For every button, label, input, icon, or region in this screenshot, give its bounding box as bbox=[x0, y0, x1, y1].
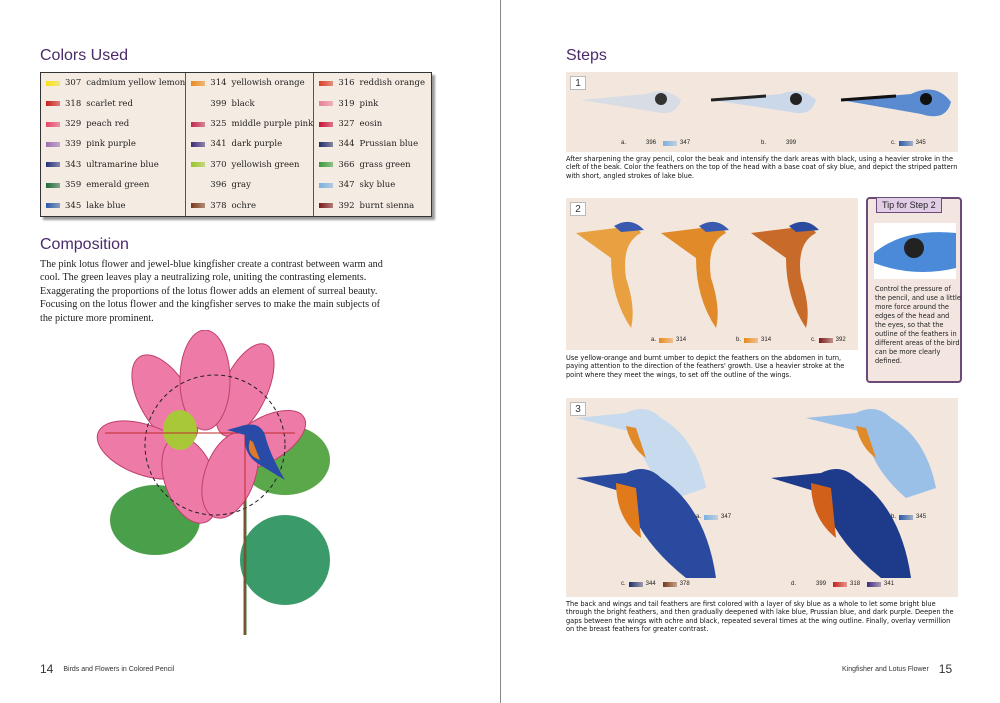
color-label: 366 bbox=[338, 159, 355, 170]
swatch-code: 344 bbox=[645, 581, 656, 587]
color-swatch bbox=[191, 203, 205, 208]
swatch-label-b bbox=[761, 140, 800, 146]
step1-panel bbox=[566, 72, 958, 152]
color-swatch bbox=[704, 515, 718, 520]
color-entry bbox=[41, 134, 185, 154]
swatch-label-c bbox=[621, 581, 694, 587]
tip-box bbox=[866, 197, 962, 383]
color-label: 327 bbox=[338, 119, 355, 130]
color-label: 378 bbox=[210, 200, 227, 211]
color-entry bbox=[186, 196, 313, 216]
colors-used-heading: Colors Used bbox=[40, 47, 129, 64]
color-entry bbox=[186, 73, 313, 93]
color-entry bbox=[41, 114, 185, 134]
swatch-code: 347 bbox=[721, 514, 732, 520]
color-entry bbox=[186, 175, 313, 195]
color-swatch bbox=[629, 141, 643, 146]
color-label: 329 bbox=[65, 119, 82, 130]
step-number: 3 bbox=[570, 402, 586, 416]
step1-text: After sharpening the gray pencil, color the beak and intensify the dark areas with black, using a heavier stroke in the cleft of the beak. Color the feathers on the top of the head with a base coat of sky blue, and depict the striped pattern with short, angled strokes of lake blue. bbox=[566, 155, 958, 180]
color-swatch bbox=[799, 582, 813, 587]
swatch-label-d bbox=[791, 581, 898, 587]
color-swatch bbox=[46, 122, 60, 127]
color-swatch bbox=[191, 81, 205, 86]
color-name: sky blue bbox=[359, 180, 396, 191]
running-title: Birds and Flowers in Colored Pencil bbox=[63, 665, 175, 673]
step-number: 1 bbox=[570, 76, 586, 90]
color-entry bbox=[41, 196, 185, 216]
color-name: reddish orange bbox=[359, 78, 425, 89]
swatch-code: 345 bbox=[916, 514, 927, 520]
color-name: burnt sienna bbox=[359, 200, 415, 211]
color-swatch bbox=[819, 338, 833, 343]
colors-column bbox=[41, 73, 186, 216]
color-swatch bbox=[319, 183, 333, 188]
color-name: yellowish green bbox=[231, 159, 300, 170]
color-swatch bbox=[319, 81, 333, 86]
right-footer bbox=[842, 662, 952, 676]
color-name: grass green bbox=[359, 159, 411, 170]
color-swatch bbox=[833, 582, 847, 587]
color-swatch bbox=[319, 101, 333, 106]
swatch-code: 314 bbox=[676, 337, 687, 343]
color-swatch bbox=[191, 183, 205, 188]
color-label: 359 bbox=[65, 180, 82, 191]
colors-column bbox=[314, 73, 431, 216]
step2-text: Use yellow-orange and burnt umber to depict the feathers on the abdomen in turn, paying attention to the direction of the feathers' growth. Use a heavier stroke at the point where they meet the wings, to set off the outline of the wings. bbox=[566, 354, 845, 379]
color-swatch bbox=[319, 162, 333, 167]
swatch-label-a bbox=[651, 337, 690, 343]
swatch-label-b bbox=[891, 514, 930, 520]
color-swatch bbox=[191, 101, 205, 106]
swatch-label-c bbox=[811, 337, 850, 343]
color-name: emerald green bbox=[86, 180, 150, 191]
color-name: gray bbox=[231, 180, 251, 191]
color-swatch bbox=[744, 338, 758, 343]
swatch-code: 399 bbox=[786, 140, 797, 146]
swatch-label-a bbox=[621, 140, 694, 146]
swatch-code: 378 bbox=[679, 581, 690, 587]
color-name: pink bbox=[359, 98, 379, 109]
swatch-letter: c. bbox=[621, 581, 626, 587]
kingfisher-body-sketches bbox=[566, 198, 858, 350]
swatch-code: 318 bbox=[850, 581, 861, 587]
swatch-letter: b. bbox=[761, 140, 767, 146]
color-label: 318 bbox=[65, 98, 82, 109]
color-label: 396 bbox=[210, 180, 227, 191]
color-label: 341 bbox=[210, 139, 227, 150]
color-entry bbox=[314, 155, 431, 175]
color-name: yellowish orange bbox=[231, 78, 305, 89]
swatch-code: 396 bbox=[646, 140, 657, 146]
step3-text: The back and wings and tail feathers are first colored with a layer of sky blue as a whole to let some bright blue through the bright feathers, and then gradually deepened with lake blue, Prussian blue, and dark purple. Deepen the gaps between the wings with ochre and black, repeated several times at the wing outline. Finally, overlay vermillion on the breast feathers for greater contrast. bbox=[566, 600, 954, 634]
tip-eye-closeup bbox=[874, 223, 956, 279]
color-entry bbox=[41, 93, 185, 113]
swatch-code: 345 bbox=[915, 140, 926, 146]
color-swatch bbox=[46, 101, 60, 106]
color-label: 399 bbox=[210, 98, 227, 109]
color-entry bbox=[41, 175, 185, 195]
color-label: 325 bbox=[210, 119, 227, 130]
color-label: 339 bbox=[65, 139, 82, 150]
color-name: ochre bbox=[231, 200, 256, 211]
composition-heading: Composition bbox=[40, 236, 129, 253]
color-entry bbox=[314, 114, 431, 134]
swatch-label-b bbox=[736, 337, 775, 343]
composition-text: The pink lotus flower and jewel-blue kingfisher create a contrast between warm and cool. The green leaves play a neutralizing role, uniting the contrasting elements. Exaggerating the proportions of the lotus flower adds an element of surreal beauty. Focusing on the lotus flower and the kingfisher serves to make the main subjects of the picture more prominent. bbox=[40, 259, 383, 324]
tip-text: Control the pressure of the pencil, and use a little more force around the edges of the head and the eyes, so that the outline of the feathers in different areas of the bird can be more clearly defined. bbox=[875, 285, 961, 365]
color-entry bbox=[186, 155, 313, 175]
swatch-letter: a. bbox=[621, 140, 627, 146]
color-swatch bbox=[319, 142, 333, 147]
color-name: middle purple pink bbox=[231, 119, 314, 130]
swatch-code: 347 bbox=[680, 140, 691, 146]
color-entry bbox=[314, 93, 431, 113]
step2-panel bbox=[566, 198, 858, 350]
color-entry bbox=[41, 155, 185, 175]
step-number: 2 bbox=[570, 202, 586, 216]
color-swatch bbox=[663, 582, 677, 587]
color-entry bbox=[314, 175, 431, 195]
page-number: 15 bbox=[938, 662, 953, 676]
color-name: pink purple bbox=[86, 139, 136, 150]
tip-title: Tip for Step 2 bbox=[876, 197, 942, 213]
color-name: ultramarine blue bbox=[86, 159, 159, 170]
color-swatch bbox=[46, 162, 60, 167]
color-entry bbox=[186, 114, 313, 134]
color-entry bbox=[314, 73, 431, 93]
color-swatch bbox=[663, 141, 677, 146]
color-swatch bbox=[319, 122, 333, 127]
page-number: 14 bbox=[40, 662, 54, 676]
color-swatch bbox=[899, 141, 913, 146]
color-swatch bbox=[46, 183, 60, 188]
color-swatch bbox=[899, 515, 913, 520]
color-name: scarlet red bbox=[86, 98, 133, 109]
color-label: 392 bbox=[338, 200, 355, 211]
swatch-letter: d. bbox=[791, 581, 797, 587]
color-label: 344 bbox=[338, 139, 355, 150]
swatch-letter: a. bbox=[651, 337, 657, 343]
color-entry bbox=[186, 134, 313, 154]
color-name: dark purple bbox=[231, 139, 283, 150]
colors-table bbox=[40, 72, 432, 217]
steps-heading: Steps bbox=[566, 47, 607, 64]
swatch-code: 314 bbox=[761, 337, 772, 343]
color-name: black bbox=[231, 98, 255, 109]
color-name: peach red bbox=[86, 119, 130, 130]
color-entry bbox=[186, 93, 313, 113]
color-swatch bbox=[659, 338, 673, 343]
color-label: 347 bbox=[338, 180, 355, 191]
swatch-letter: a. bbox=[696, 514, 702, 520]
color-swatch bbox=[867, 582, 881, 587]
lotus-kingfisher-illustration bbox=[95, 330, 340, 640]
color-swatch bbox=[46, 81, 60, 86]
swatch-letter: b. bbox=[736, 337, 742, 343]
color-label: 370 bbox=[210, 159, 227, 170]
color-swatch bbox=[46, 142, 60, 147]
color-name: Prussian blue bbox=[359, 139, 419, 150]
swatch-letter: c. bbox=[811, 337, 816, 343]
color-swatch bbox=[769, 141, 783, 146]
color-label: 316 bbox=[338, 78, 355, 89]
swatch-label-c bbox=[891, 140, 930, 146]
swatch-code: 399 bbox=[816, 581, 827, 587]
color-swatch bbox=[629, 582, 643, 587]
step3-panel bbox=[566, 398, 958, 597]
color-swatch bbox=[191, 162, 205, 167]
color-label: 345 bbox=[65, 200, 82, 211]
color-name: lake blue bbox=[86, 200, 126, 211]
swatch-label-a bbox=[696, 514, 735, 520]
kingfisher-coloring-sketches bbox=[566, 398, 958, 597]
color-name: eosin bbox=[359, 119, 383, 130]
color-swatch bbox=[46, 203, 60, 208]
color-label: 314 bbox=[210, 78, 227, 89]
swatch-code: 392 bbox=[835, 337, 846, 343]
swatch-letter: b. bbox=[891, 514, 897, 520]
running-title: Kingfisher and Lotus Flower bbox=[842, 665, 929, 673]
color-entry bbox=[314, 196, 431, 216]
color-label: 343 bbox=[65, 159, 82, 170]
colors-column bbox=[186, 73, 314, 216]
swatch-letter: c. bbox=[891, 140, 896, 146]
color-swatch bbox=[191, 122, 205, 127]
color-entry bbox=[41, 73, 185, 93]
color-label: 319 bbox=[338, 98, 355, 109]
color-label: 307 bbox=[65, 78, 82, 89]
color-name: cadmium yellow lemon bbox=[86, 78, 186, 89]
color-entry bbox=[314, 134, 431, 154]
swatch-code: 341 bbox=[884, 581, 895, 587]
color-swatch bbox=[191, 142, 205, 147]
left-footer bbox=[40, 662, 174, 676]
color-swatch bbox=[319, 203, 333, 208]
